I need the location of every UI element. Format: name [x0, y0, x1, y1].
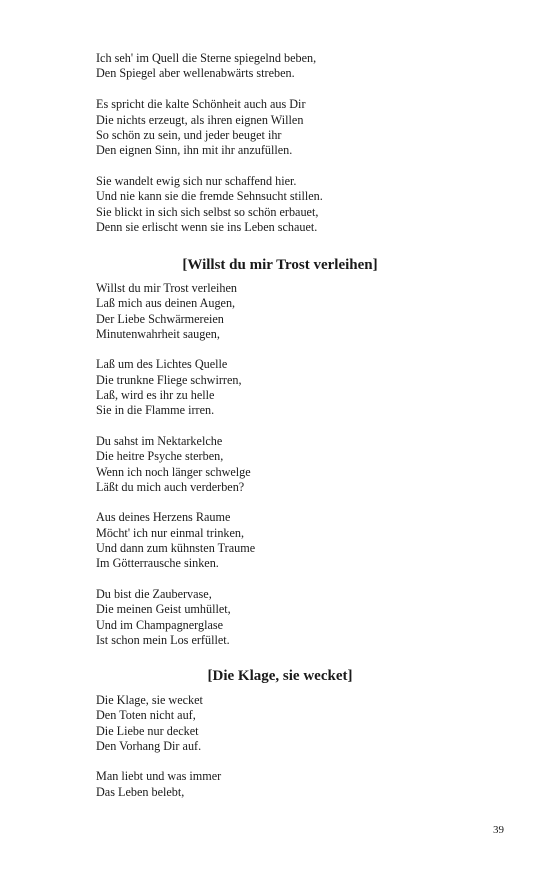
verse-line: Die meinen Geist umhüllet, — [96, 602, 231, 616]
verse-line: Ist schon mein Los erfüllet. — [96, 633, 230, 647]
verse-line: Und dann zum kühnsten Traume — [96, 541, 256, 555]
verse-line: Laß mich aus deinen Augen, — [96, 296, 236, 310]
verse-line: Das Leben belebt, — [96, 785, 185, 799]
verse-line: Und nie kann sie die fremde Sehnsucht stillen. — [96, 189, 323, 203]
verse-line: Sie in die Flamme irren. — [96, 403, 215, 417]
verse-line: Die Liebe nur decket — [96, 724, 199, 738]
verse-line: Ich seh' im Quell die Sterne spiegelnd beben, — [96, 51, 317, 65]
verse-line: Läßt du mich auch verderben? — [96, 480, 245, 494]
verse-line: Den eignen Sinn, ihn mit ihr anzufüllen. — [96, 143, 293, 157]
verse-line: Sie wandelt ewig sich nur schaffend hier. — [96, 174, 297, 188]
verse-line: Sie blickt in sich sich selbst so schön erbauet, — [96, 205, 319, 219]
verse-line: Im Götterrausche sinken. — [96, 556, 219, 570]
poem-title: [Willst du mir Trost verleihen] — [182, 257, 378, 273]
verse-line: So schön zu sein, und jeder beuget ihr — [96, 128, 282, 142]
verse-line: Den Spiegel aber wellenabwärts streben. — [96, 66, 295, 80]
verse-line: Laß um des Lichtes Quelle — [96, 357, 228, 371]
poem-title: [Die Klage, sie wecket] — [207, 668, 353, 684]
verse-line: Die nichts erzeugt, als ihren eignen Willen — [96, 113, 304, 127]
verse-line: Man liebt und was immer — [96, 769, 222, 783]
page-number: 39 — [493, 824, 504, 836]
verse-line: Den Toten nicht auf, — [96, 708, 196, 722]
verse-line: Du bist die Zaubervase, — [96, 587, 212, 601]
verse-line: Die heitre Psyche sterben, — [96, 449, 224, 463]
verse-line: Minutenwahrheit saugen, — [96, 327, 220, 341]
verse-line: Und im Champagnerglase — [96, 618, 224, 632]
verse-line: Die trunkne Fliege schwirren, — [96, 373, 242, 387]
verse-line: Willst du mir Trost verleihen — [96, 281, 238, 295]
verse-line: Du sahst im Nektarkelche — [96, 434, 223, 448]
verse-line: Die Klage, sie wecket — [96, 693, 203, 707]
verse-line: Wenn ich noch länger schwelge — [96, 465, 251, 479]
verse-line: Den Vorhang Dir auf. — [96, 739, 202, 753]
verse-line: Aus deines Herzens Raume — [96, 510, 231, 524]
verse-line: Der Liebe Schwärmereien — [96, 312, 224, 326]
verse-line: Möcht' ich nur einmal trinken, — [96, 526, 245, 540]
verse-line: Es spricht die kalte Schönheit auch aus Dir — [96, 97, 306, 111]
verse-line: Denn sie erlischt wenn sie ins Leben schauet. — [96, 220, 318, 234]
verse-line: Laß, wird es ihr zu helle — [96, 388, 215, 402]
